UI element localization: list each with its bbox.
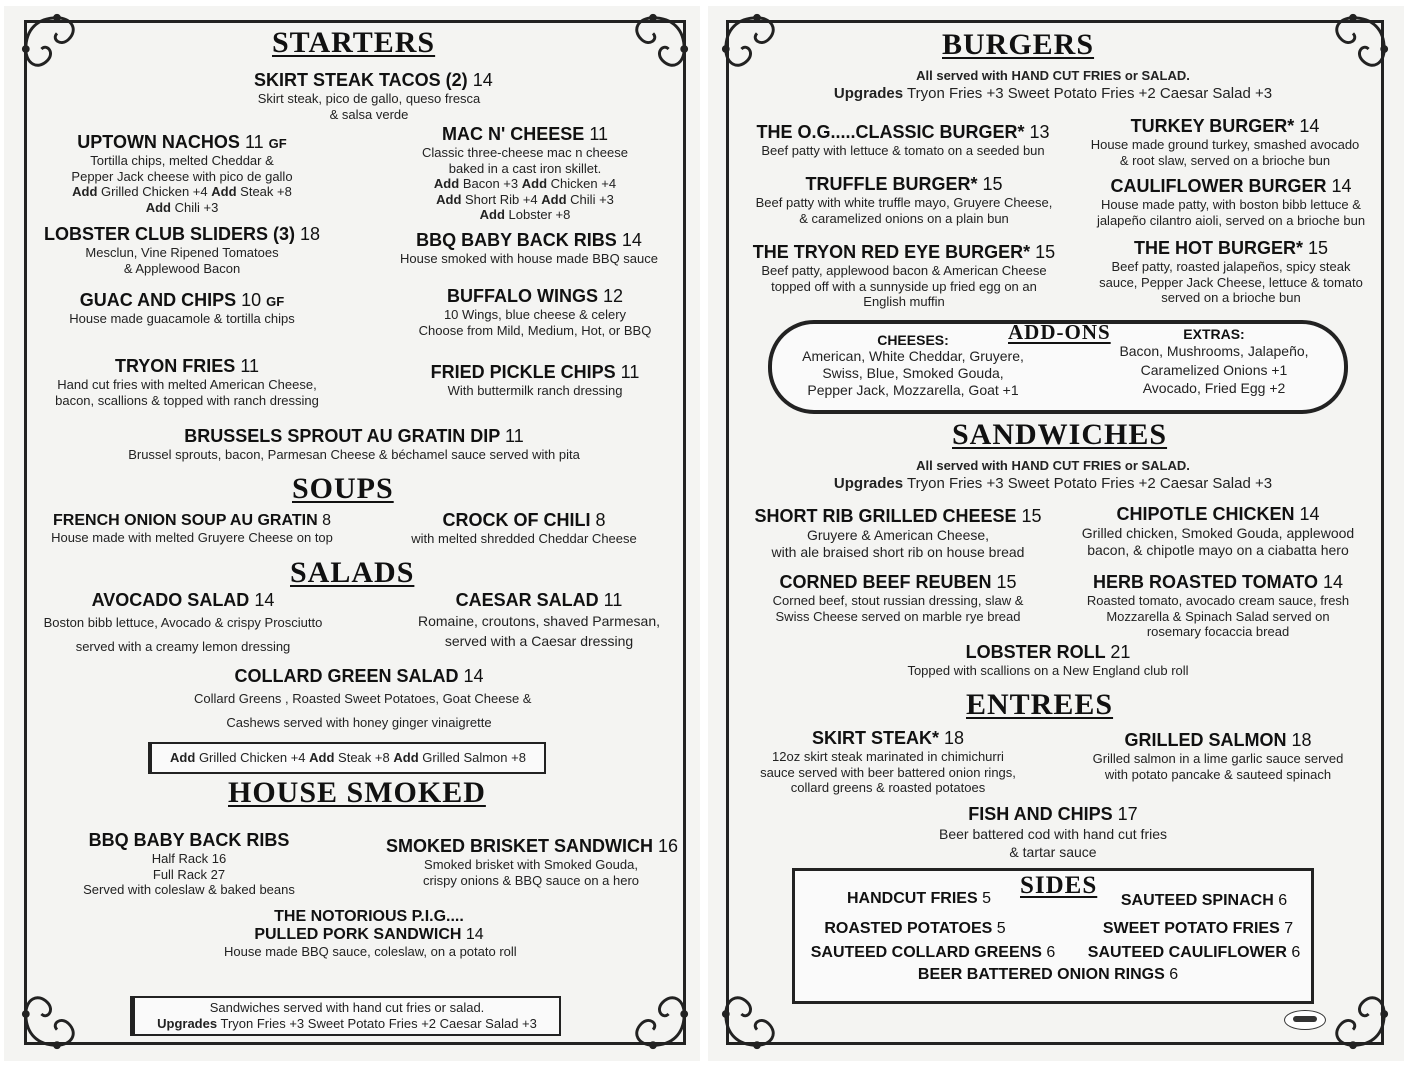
side-item: BEER BATTERED ONION RINGS 6 bbox=[917, 966, 1179, 983]
menu-item: MAC N' CHEESE 11 Classic three-cheese mac n cheese baked in a cast iron skillet. Add Bacon +3 Add Chicken +4 Add Short Rib +4 Add Chili +3 Add Lobster +8 bbox=[422, 124, 628, 222]
side-item: SAUTEED SPINACH 6 bbox=[1120, 892, 1288, 909]
side-item: SAUTEED CAULIFLOWER 6 bbox=[1087, 944, 1301, 961]
menu-item: SMOKED BRISKET SANDWICH 16 Smoked brisket with Smoked Gouda, crispy onions & BBQ sauce on a hero bbox=[386, 836, 679, 888]
side-item: SWEET POTATO FRIES 7 bbox=[1102, 920, 1294, 937]
menu-page-left bbox=[4, 6, 700, 1061]
menu-item: BRUSSELS SPROUT AU GRATIN DIP 11 Brussel sprouts, bacon, Parmesan Cheese & béchamel sauce served with pita bbox=[128, 426, 580, 462]
section-heading-soups: SOUPS bbox=[292, 472, 394, 505]
menu-item: SHORT RIB GRILLED CHEESE 15 Gruyere & American Cheese, with ale braised short rib on house bread bbox=[754, 506, 1042, 560]
salad-addons-box: Add Grilled Chicken +4 Add Steak +8 Add Grilled Salmon +8 bbox=[148, 742, 546, 774]
corner-ornament-icon bbox=[1314, 975, 1392, 1053]
menu-item: TRUFFLE BURGER* 15 Beef patty with white truffle mayo, Gruyere Cheese, & caramelized onions on a plain bun bbox=[755, 174, 1053, 226]
logo-seal-icon bbox=[1284, 1010, 1326, 1030]
menu-item: LOBSTER ROLL 21 Topped with scallions on a New England club roll bbox=[907, 642, 1189, 678]
menu-item: THE TRYON RED EYE BURGER* 15 Beef patty, applewood bacon & American Cheese topped off with a sunnyside up fried egg on an English muffin bbox=[752, 242, 1056, 309]
burgers-serving-note: All served with HAND CUT FRIES or SALAD. Upgrades Tryon Fries +3 Sweet Potato Fries +2 Caesar Salad +3 bbox=[833, 68, 1273, 102]
section-heading-starters: STARTERS bbox=[272, 26, 436, 59]
section-heading-sides: SIDES bbox=[1020, 872, 1098, 899]
menu-item: GUAC AND CHIPS 10 GF House made guacamole & tortilla chips bbox=[69, 290, 295, 326]
section-heading-entrees: ENTREES bbox=[966, 688, 1114, 721]
menu-item: LOBSTER CLUB SLIDERS (3) 18 Mesclun, Vine Ripened Tomatoes & Applewood Bacon bbox=[43, 224, 321, 276]
menu-item: GRILLED SALMON 18 Grilled salmon in a lime garlic sauce served with potato pancake & sauteed spinach bbox=[1092, 730, 1344, 782]
section-heading-sandwiches: SANDWICHES bbox=[952, 418, 1168, 451]
side-item: SAUTEED COLLARD GREENS 6 bbox=[810, 944, 1056, 961]
corner-ornament-icon bbox=[614, 10, 692, 88]
menu-item: TURKEY BURGER* 14 House made ground turkey, smashed avocado & root slaw, served on a brioche bun bbox=[1090, 116, 1360, 168]
menu-item: THE NOTORIOUS P.I.G.... PULLED PORK SANDWICH 14 House made BBQ sauce, coleslaw, on a potato roll bbox=[224, 908, 517, 959]
menu-item: HERB ROASTED TOMATO 14 Roasted tomato, avocado cream sauce, fresh Mozzarella & Spinach Salad served on rosemary focaccia bread bbox=[1086, 572, 1350, 639]
side-item: ROASTED POTATOES 5 bbox=[824, 920, 1006, 937]
menu-item: CROCK OF CHILI 8 with melted shredded Cheddar Cheese bbox=[411, 510, 637, 546]
corner-ornament-icon bbox=[1314, 10, 1392, 88]
extras-list: EXTRAS: Bacon, Mushrooms, Jalapeño, Caramelized Onions +1 Avocado, Fried Egg +2 bbox=[1119, 326, 1309, 396]
section-heading-house-smoked: HOUSE SMOKED bbox=[228, 776, 486, 809]
menu-item: SKIRT STEAK* 18 12oz skirt steak marinated in chimichurri sauce served with beer battered onion rings, collard greens & roasted potatoes bbox=[760, 728, 1016, 795]
menu-item: UPTOWN NACHOS 11 GF Tortilla chips, melted Cheddar & Pepper Jack cheese with pico de gallo Add Grilled Chicken +4 Add Steak +8 Add Chili +3 bbox=[71, 132, 293, 215]
menu-item: CORNED BEEF REUBEN 15 Corned beef, stout russian dressing, slaw & Swiss Cheese served on marble rye bread bbox=[772, 572, 1024, 624]
corner-ornament-icon bbox=[614, 975, 692, 1053]
section-heading-salads: SALADS bbox=[290, 556, 415, 589]
menu-item: THE HOT BURGER* 15 Beef patty, roasted jalapeños, spicy steak sauce, Pepper Jack Cheese, lettuce & tomato served on a brioche bun bbox=[1099, 238, 1363, 305]
menu-item: FISH AND CHIPS 17 Beer battered cod with hand cut fries & tartar sauce bbox=[938, 804, 1168, 860]
sandwich-note-box: Sandwiches served with hand cut fries or salad. Upgrades Tryon Fries +3 Sweet Potato Fries +2 Caesar Salad +3 bbox=[130, 996, 561, 1036]
sandwiches-serving-note: All served with HAND CUT FRIES or SALAD. Upgrades Tryon Fries +3 Sweet Potato Fries +2 Caesar Salad +3 bbox=[833, 458, 1273, 492]
section-heading-burgers: BURGERS bbox=[942, 28, 1095, 61]
menu-item: TRYON FRIES 11 Hand cut fries with melted American Cheese, bacon, scallions & topped with ranch dressing bbox=[55, 356, 319, 408]
corner-ornament-icon bbox=[18, 10, 96, 88]
corner-ornament-icon bbox=[718, 975, 796, 1053]
menu-item: BBQ BABY BACK RIBS Half Rack 16 Full Rack 27 Served with coleslaw & baked beans bbox=[83, 830, 295, 897]
addons-heading: ADD-ONS bbox=[1008, 320, 1111, 344]
menu-item: CHIPOTLE CHICKEN 14 Grilled chicken, Smoked Gouda, applewood bacon, & chipotle mayo on a ciabatta hero bbox=[1081, 504, 1355, 558]
menu-item: SKIRT STEAK TACOS (2) 14 Skirt steak, pico de gallo, queso fresca & salsa verde bbox=[254, 70, 493, 122]
menu-item: CAESAR SALAD 11 Romaine, croutons, shaved Parmesan, served with a Caesar dressing bbox=[417, 590, 660, 649]
side-item: HANDCUT FRIES 5 bbox=[846, 890, 992, 907]
menu-item: CAULIFLOWER BURGER 14 House made patty, with boston bibb lettuce & jalapeño cilantro aioli, served on a brioche bun bbox=[1096, 176, 1366, 228]
menu-item: BBQ BABY BACK RIBS 14 House smoked with house made BBQ sauce bbox=[400, 230, 658, 266]
corner-ornament-icon bbox=[718, 10, 796, 88]
menu-page-right bbox=[708, 6, 1404, 1061]
menu-item: AVOCADO SALAD 14 Boston bibb lettuce, Avocado & crispy Prosciutto served with a creamy lemon dressing bbox=[43, 590, 323, 654]
cheeses-list: CHEESES: American, White Cheddar, Gruyere, Swiss, Blue, Smoked Gouda, Pepper Jack, Mozzarella, Goat +1 bbox=[802, 332, 1024, 398]
menu-item: COLLARD GREEN SALAD 14 Collard Greens , Roasted Sweet Potatoes, Goat Cheese & Cashews served with honey ginger vinaigrette bbox=[194, 666, 532, 730]
corner-ornament-icon bbox=[18, 975, 96, 1053]
menu-item: FRENCH ONION SOUP AU GRATIN 8 House made with melted Gruyere Cheese on top bbox=[51, 512, 333, 545]
menu-item: BUFFALO WINGS 12 10 Wings, blue cheese & celery Choose from Mild, Medium, Hot, or BBQ bbox=[418, 286, 652, 338]
menu-item: FRIED PICKLE CHIPS 11 With buttermilk ranch dressing bbox=[430, 362, 640, 398]
menu-item: THE O.G.....CLASSIC BURGER* 13 Beef patty with lettuce & tomato on a seeded bun bbox=[756, 122, 1050, 158]
